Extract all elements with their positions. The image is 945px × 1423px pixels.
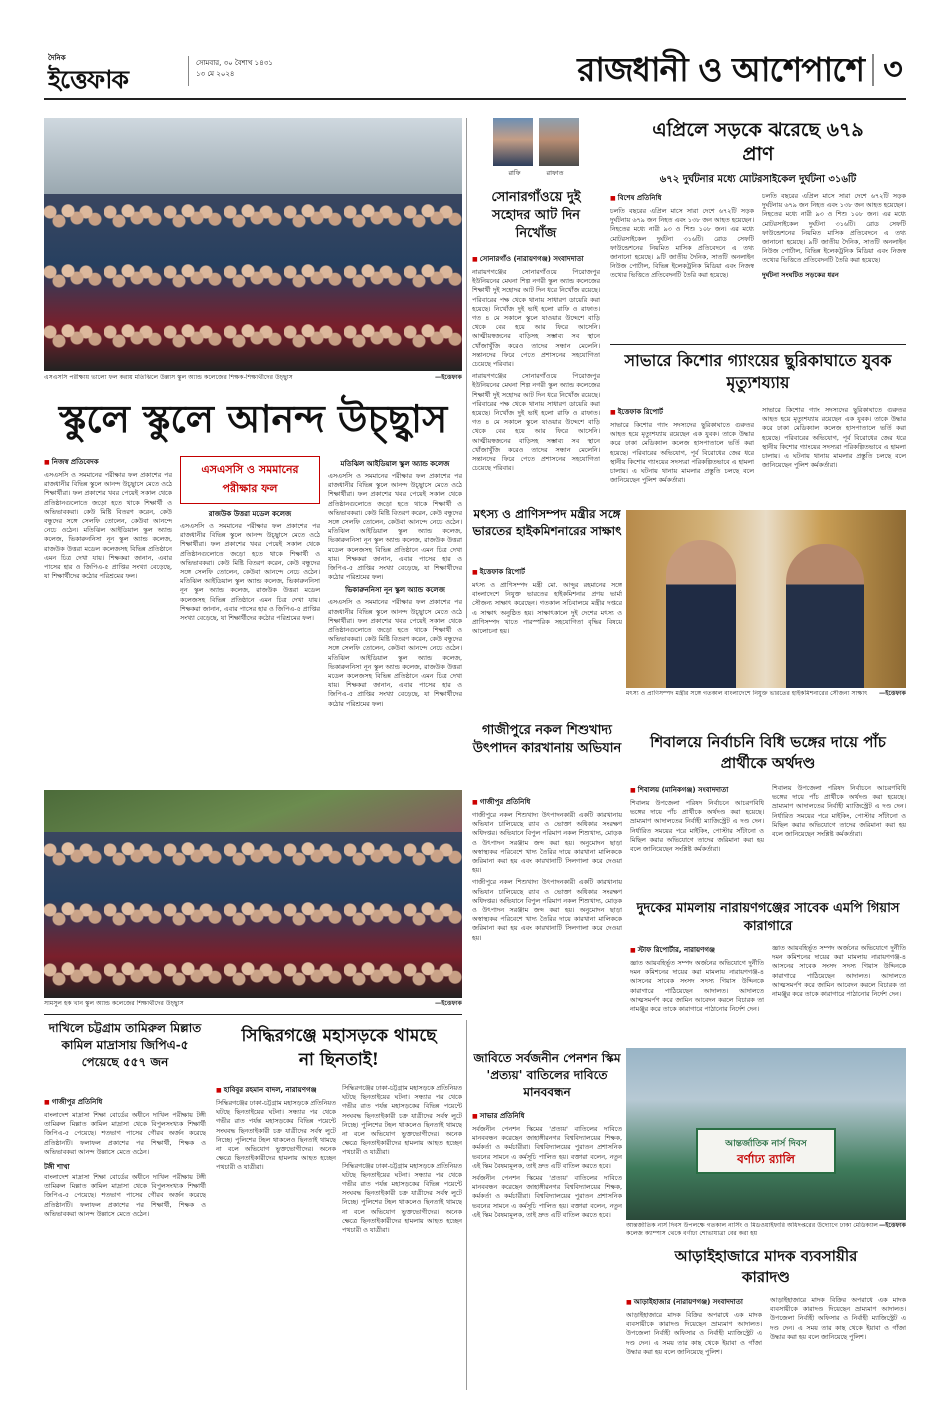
- siddhirganj-byline: ■ হাবিবুর রহমান বাদল, নারায়ণগঞ্জ: [216, 1084, 336, 1096]
- gazipur-headline: গাজীপুরে নকল শিশুখাদ্য উৎপাদন কারখানায় অভিযান: [472, 723, 622, 756]
- accidents-sub: দুর্ঘটনা সংঘটিত সড়কের ধরন: [762, 270, 839, 279]
- nurse-day-banner-text: আন্তর্জাতিক নার্স দিবস: [725, 1139, 807, 1149]
- lead-photo-caption-text: এসএসসি পরীক্ষায় ভালো ফল করায় মতিঝিলে উল্লাস স্কুল অ্যান্ড কলেজের শিক্ষক-শিক্ষার্থীদের উচ্ছ্বাস: [44, 374, 293, 381]
- lead-sub-3: ভিকারুননিসা নূন স্কুল অ্যান্ড কলেজ: [345, 586, 445, 595]
- shibalay-byline: ■ শিবালয় (মানিকগঞ্জ) সংবাদদাতা: [630, 784, 764, 796]
- accidents-headline: এপ্রিলে সড়কে ঝরেছে ৬৭৯ প্রাণ: [652, 119, 864, 165]
- siddhirganj-col-2: [342, 1084, 462, 1380]
- lead-photo-2: [44, 790, 462, 998]
- savar-body-2: সাভারে কিশোর গ্যাং সদস্যদের ছুরিকাঘাতে গুরুতর আহত হয়ে মৃত্যুশয্যায় রয়েছেন এক যুবক। তাকে উদ্ধার করে ঢাকা মেডিক্যাল কলেজ হাসপাতালে ভর্তি করা হয়েছে। পরিবারের অভিযোগ, পূর্ব বিরোধের জের ধরে স্থানীয় কিশোর গ্যাংয়ের সদস্যরা পরিকল্পিতভাবে এ হামলা চালায়। এ ঘটনায় থানায় মামলার প্রস্তুতি চলছে বলে জানিয়েছেন পুলিশ কর্মকর্তারা।: [762, 406, 906, 470]
- col-divider-1: [466, 118, 467, 618]
- ssc-box-title: এসএসসি ও সমমানের পরীক্ষার ফল: [201, 463, 299, 495]
- siblings-headline: সোনারগাঁওয়ে দুই সহোদর আট দিন নিখোঁজ: [491, 190, 581, 241]
- issue-date-bn: সোমবার, ৩০ বৈশাখ ১৪৩১: [196, 59, 273, 67]
- page-number: ৩: [883, 52, 903, 87]
- nurse-day-photo-caption-text: আন্তর্জাতিক নার্স দিবস উপলক্ষে গতকাল নার্সিং ও মিডওয়াইফারি অধিদপ্তরের উদ্যোগে ঢাকা মেডিক্যাল কলেজ ক্যাম্পাস থেকে বর্ণাঢ্য শোভাযাত্রা বের করা হয়: [626, 1222, 879, 1237]
- issue-date-en: ১৩ মে ২০২৪: [196, 70, 235, 78]
- siddhirganj-body-3: সিদ্ধিরগঞ্জের ঢাকা-চট্টগ্রাম মহাসড়কে প্রতিনিয়ত ঘটছে ছিনতাইয়ের ঘটনা। সন্ধ্যার পর থেকে গভীর রাত পর্যন্ত মহাসড়কের বিভিন্ন পয়েন্টে সংঘবদ্ধ ছিনতাইকারী চক্র যাত্রীদের সর্বস্ব লুটে নিচ্ছে। পুলিশের টহল থাকলেও ছিনতাই থামছে না বলে অভিযোগ ভুক্তভোগীদের। অনেক ক্ষেত্রে ছিনতাইকারীদের হামলায় আহত হচ্ছেন পথচারী ও যাত্রীরা।: [342, 1161, 462, 1235]
- newspaper-logo: [46, 50, 178, 94]
- savar-byline: ■ ইত্তেফাক রিপোর্ট: [610, 406, 754, 418]
- madrasa-sub: টঙ্গী শাখা: [44, 1163, 70, 1172]
- madrasa-story: [44, 1020, 206, 1380]
- lead-photo-2-caption: [44, 1000, 462, 1010]
- gazipur-body: গাজীপুরে নকল শিশুখাদ্য উৎপাদনকারী একটি কারখানায় অভিযান চালিয়েছে র‌্যাব ও ভোক্তা অধিকার সংরক্ষণ অধিদপ্তর। অভিযানে বিপুল পরিমাণ নকল শিশুখাদ্য, মোড়ক ও উৎপাদন সরঞ্জাম জব্দ করা হয়। অনুমোদন ছাড়া অস্বাস্থ্যকর পরিবেশে খাদ্য তৈরির দায়ে কারখানা মালিককে জরিমানা করা হয় এবং কারখানাটি সিলগালা করে দেওয়া হয়।: [472, 811, 622, 875]
- accidents-rule: [610, 344, 906, 345]
- accidents-body-2: চলতি বছরের এপ্রিল মাসে সারা দেশে ৬৭২টি সড়ক দুর্ঘটনায় ৬৭৯ জন নিহত এবং ১৩৮ জন আহত হয়েছেন। নিহতের মধ্যে নারী ৯৩ ও শিশু ১০৮ জন। এর মধ্যে মোটরসাইকেল দুর্ঘটনা ৩১৬টি। রোড সেফটি ফাউন্ডেশনের নিয়মিত মাসিক প্রতিবেদনে এ তথ্য জানানো হয়েছে। ৯টি জাতীয় দৈনিক, সাতটি অনলাইন নিউজ পোর্টাল, বিভিন্ন ইলেকট্রনিক মিডিয়া এবং নিজস্ব তথ্যের ভিত্তিতে প্রতিবেদনটি তৈরি করা হয়েছে।: [762, 192, 906, 265]
- siddhirganj-col-1: [216, 1084, 336, 1380]
- lead-sub-1: রাজউক উত্তরা মডেল কলেজ: [208, 510, 292, 518]
- fisheries-story: [472, 506, 622, 716]
- pension-byline: ■ সাভার প্রতিনিধি: [472, 1110, 622, 1122]
- savar-headline: সাভারে কিশোর গ্যাংয়ের ছুরিকাঘাতে যুবক মৃত্যুশয্যায়: [624, 351, 892, 392]
- masthead-divider: [188, 56, 189, 86]
- pension-body-2: সর্বজনীন পেনশন স্কিমের 'প্রত্যয়' বাতিলের দাবিতে মানববন্ধন করেছেন জাহাঙ্গীরনগর বিশ্ববিদ্যালয়ের শিক্ষক, কর্মকর্তা ও কর্মচারীরা। বিশ্ববিদ্যালয়ের পুরাতন প্রশাসনিক ভবনের সামনে এ কর্মসূচি পালিত হয়। বক্তারা বলেন, নতুন এই স্কিম বৈষম্যমূলক, তাই দ্রুত এটি বাতিল করতে হবে।: [472, 1174, 622, 1219]
- accidents-subhead: ৬৭২ দুর্ঘটনার মধ্যে মোটরসাইকেল দুর্ঘটনা ৩১৬টি: [659, 174, 857, 185]
- siddhirganj-body-1: সিদ্ধিরগঞ্জের ঢাকা-চট্টগ্রাম মহাসড়কে প্রতিনিয়ত ঘটছে ছিনতাইয়ের ঘটনা। সন্ধ্যার পর থেকে গভীর রাত পর্যন্ত মহাসড়কের বিভিন্ন পয়েন্টে সংঘবদ্ধ ছিনতাইকারী চক্র যাত্রীদের সর্বস্ব লুটে নিচ্ছে। পুলিশের টহল থাকলেও ছিনতাই থামছে না বলে অভিযোগ ভুক্তভোগীদের। অনেক ক্ষেত্রে ছিনতাইকারীদের হামলায় আহত হচ্ছেন পথচারী ও যাত্রীরা।: [216, 1099, 336, 1172]
- lead-article: [44, 456, 462, 781]
- shibalay-body-2: শিবালয় উপজেলা পরিষদ নির্বাচনে আচরণবিধি ভঙ্গের দায়ে পাঁচ প্রার্থীকে অর্থদণ্ড করা হয়েছে। ভ্রাম্যমাণ আদালতের নির্বাহী ম্যাজিস্ট্রেট এ দণ্ড দেন। নির্ধারিত সময়ের পরে মাইকিং, পোস্টার সাঁটানো ও মিছিল করার অভিযোগে তাদের জরিমানা করা হয় বলে জানিয়েছেন সংশ্লিষ্ট কর্মকর্তারা।: [772, 784, 906, 839]
- lead-byline: ■ নিজস্ব প্রতিবেদক: [44, 456, 172, 468]
- nurse-day-photo-credit: —ইত্তেফাক: [879, 1222, 906, 1229]
- gazipur-story: [472, 722, 622, 1042]
- nurse-day-photo: [626, 1048, 906, 1220]
- logo-text: ইত্তেফাক: [48, 65, 128, 94]
- lead-body-1: এসএসসি ও সমমানের পরীক্ষার ফল প্রকাশের পর রাজধানীর বিভিন্ন স্কুলে আনন্দ উচ্ছ্বাসে মেতে ওঠে শিক্ষার্থীরা। ফল প্রকাশের খবর পেয়েই সকাল থেকে প্রতিষ্ঠানগুলোতে জড়ো হতে থাকে শিক্ষার্থী ও অভিভাবকরা। কেউ মিষ্টি বিতরণ করেন, কেউ বন্ধুদের সঙ্গে সেলফি তোলেন, কেউবা আনন্দে নেচে ওঠেন। মতিঝিল আইডিয়াল স্কুল অ্যান্ড কলেজ, ভিকারুননিসা নূন স্কুল অ্যান্ড কলেজ, রাজউক উত্তরা মডেল কলেজসহ বিভিন্ন প্রতিষ্ঠানে এমন চিত্র দেখা যায়। শিক্ষকরা জানান, এবার পাসের হার ও জিপিএ-৫ প্রাপ্তির সংখ্যা বেড়েছে, যা শিক্ষার্থীদের কঠোর পরিশ্রমের ফল।: [44, 471, 172, 581]
- siddhirganj-body-2: সিদ্ধিরগঞ্জের ঢাকা-চট্টগ্রাম মহাসড়কে প্রতিনিয়ত ঘটছে ছিনতাইয়ের ঘটনা। সন্ধ্যার পর থেকে গভীর রাত পর্যন্ত মহাসড়কের বিভিন্ন পয়েন্টে সংঘবদ্ধ ছিনতাইকারী চক্র যাত্রীদের সর্বস্ব লুটে নিচ্ছে। পুলিশের টহল থাকলেও ছিনতাই থামছে না বলে অভিযোগ ভুক্তভোগীদের। অনেক ক্ষেত্রে ছিনতাইকারীদের হামলায় আহত হচ্ছেন পথচারী ও যাত্রীরা।: [342, 1084, 462, 1157]
- araihazar-col-1: [626, 1296, 762, 1386]
- fisheries-photo: [626, 510, 906, 688]
- shibalay-story: [630, 732, 906, 892]
- gazipur-byline: ■ গাজীপুর প্রতিনিধি: [472, 796, 622, 808]
- lead-headline: স্কুলে স্কুলে আনন্দ উচ্ছ্বাস: [58, 396, 448, 441]
- accidents-body-1: চলতি বছরের এপ্রিল মাসে সারা দেশে ৬৭২টি সড়ক দুর্ঘটনায় ৬৭৯ জন নিহত এবং ১৩৮ জন আহত হয়েছেন। নিহতের মধ্যে নারী ৯৩ ও শিশু ১০৮ জন। এর মধ্যে মোটরসাইকেল দুর্ঘটনা ৩১৬টি। রোড সেফটি ফাউন্ডেশনের নিয়মিত মাসিক প্রতিবেদনে এ তথ্য জানানো হয়েছে। ৯টি জাতীয় দৈনিক, সাতটি অনলাইন নিউজ পোর্টাল, বিভিন্ন ইলেকট্রনিক মিডিয়া এবং নিজস্ব তথ্যের ভিত্তিতে প্রতিবেদনটি তৈরি করা হয়েছে।: [610, 207, 754, 280]
- madrasa-byline: ■ গাজীপুর প্রতিনিধি: [44, 1096, 206, 1108]
- nurse-day-banner-text-2: বর্ণাঢ্য র‌্যালি: [737, 1152, 795, 1166]
- araihazar-headline: আড়াইহাজারে মাদক ব্যবসায়ীর কারাদণ্ড: [674, 1247, 858, 1286]
- sibling-name-1: রাফি: [508, 169, 521, 177]
- section-title: রাজধানী ও আশেপাশে: [577, 50, 864, 89]
- fisheries-body: মৎস্য ও প্রাণিসম্পদ মন্ত্রী মো. আব্দুর রহমানের সঙ্গে বাংলাদেশে নিযুক্ত ভারতের হাইকমিশনার প্রণয় ভার্মা সৌজন্য সাক্ষাৎ করেছেন। গতকাল সচিবালয়ে মন্ত্রীর দপ্তরে এ সাক্ষাৎ অনুষ্ঠিত হয়। সাক্ষাৎকালে দুই দেশের মৎস্য ও প্রাণিসম্পদ খাতে পারস্পরিক সহযোগিতা বৃদ্ধির বিষয়ে আলোচনা হয়।: [472, 581, 622, 636]
- accidents-story: [610, 118, 906, 338]
- issue-date: [196, 58, 273, 80]
- sibling-names: [472, 168, 600, 179]
- masthead-rule: [44, 98, 906, 100]
- accidents-byline: ■ বিশেষ প্রতিনিধি: [610, 192, 754, 204]
- fisheries-photo-caption: [626, 690, 906, 700]
- fisheries-photo-caption-text: মৎস্য ও প্রাণিসম্পদ মন্ত্রীর সঙ্গে গতকাল বাংলাদেশে নিযুক্ত ভারতের হাইকমিশনারের সৌজন্য সাক্ষাৎ: [626, 690, 868, 697]
- lead-photo: [44, 118, 462, 371]
- nurse-day-banner: [696, 1128, 836, 1174]
- savar-body-1: সাভারে কিশোর গ্যাং সদস্যদের ছুরিকাঘাতে গুরুতর আহত হয়ে মৃত্যুশয্যায় রয়েছেন এক যুবক। তাকে উদ্ধার করে ঢাকা মেডিক্যাল কলেজ হাসপাতালে ভর্তি করা হয়েছে। পরিবারের অভিযোগ, পূর্ব বিরোধের জের ধরে স্থানীয় কিশোর গ্যাংয়ের সদস্যরা পরিকল্পিতভাবে এ হামলা চালায়। এ ঘটনায় থানায় মামলার প্রস্তুতি চলছে বলে জানিয়েছেন পুলিশ কর্মকর্তারা।: [610, 421, 754, 485]
- gias-story: [630, 900, 906, 1040]
- shibalay-col-1: [630, 784, 764, 892]
- madrasa-headline: দাখিলে চট্টগ্রাম তামিরুল মিল্লাত কামিল মাদ্রাসায় জিপিএ-৫ পেয়েছে ৫৫৭ জন: [48, 1021, 202, 1069]
- gias-col-1: [630, 944, 764, 1040]
- shibalay-body-1: শিবালয় উপজেলা পরিষদ নির্বাচনে আচরণবিধি ভঙ্গের দায়ে পাঁচ প্রার্থীকে অর্থদণ্ড করা হয়েছে। ভ্রাম্যমাণ আদালতের নির্বাহী ম্যাজিস্ট্রেট এ দণ্ড দেন। নির্ধারিত সময়ের পরে মাইকিং, পোস্টার সাঁটানো ও মিছিল করার অভিযোগে তাদের জরিমানা করা হয় বলে জানিয়েছেন সংশ্লিষ্ট কর্মকর্তারা।: [630, 799, 764, 854]
- fisheries-person-2: [786, 544, 864, 688]
- fisheries-photo-credit: —ইত্তেফাক: [879, 690, 906, 697]
- araihazar-body-2: আড়াইহাজারে মাদক বিক্রির অপরাধে এক মাদক ব্যবসায়ীকে কারাদণ্ড দিয়েছেন ভ্রাম্যমাণ আদালত। উপজেলা নির্বাহী অফিসার ও নির্বাহী ম্যাজিস্ট্রেট এ দণ্ড দেন। এ সময় তার কাছ থেকে ইয়াবা ও গাঁজা উদ্ধার করা হয় বলে জানিয়েছে পুলিশ।: [770, 1296, 906, 1341]
- madrasa-body: বাংলাদেশ মাদ্রাসা শিক্ষা বোর্ডের অধীনে দাখিল পরীক্ষায় টঙ্গী তামিরুল মিল্লাত কামিল মাদ্রাসা থেকে বিপুলসংখ্যক শিক্ষার্থী জিপিএ-৫ পেয়েছে। শতভাগ পাসের গৌরব অর্জন করেছে প্রতিষ্ঠানটি। ফলাফল প্রকাশের পর শিক্ষার্থী, শিক্ষক ও অভিভাবকরা আনন্দ উল্লাসে মেতে ওঠেন।: [44, 1111, 206, 1156]
- araihazar-story: [626, 1246, 906, 1386]
- gias-body-2: জ্ঞাত আয়বহির্ভূত সম্পদ অর্জনের অভিযোগে দুর্নীতি দমন কমিশনের দায়ের করা মামলায় নারায়ণগঞ্জ-৪ আসনের সাবেক সংসদ সদস্য গিয়াস উদ্দিনকে কারাগারে পাঠিয়েছেন আদালত। আদালতে আত্মসমর্পণ করে জামিন আবেদন করলে বিচারক তা নামঞ্জুর করে তাকে কারাগারে পাঠানোর নির্দেশ দেন।: [772, 944, 906, 999]
- left-bottom-rule: [44, 1014, 462, 1015]
- shibalay-col-2: [772, 784, 906, 892]
- pension-headline: জাবিতে সর্বজনীন পেনশন স্কিম 'প্রত্যয়' বাতিলের দাবিতে মানববন্ধন: [473, 1051, 621, 1099]
- siblings-body-2: নারায়ণগঞ্জের সোনারগাঁওয়ে পিরোজপুর ইউনিয়নের মেঘনা শিল্প নগরী স্কুল অ্যান্ড কলেজের শিক্ষার্থী দুই সহোদর আট দিন ধরে নিখোঁজ রয়েছে। পরিবারের পক্ষ থেকে থানায় সাধারণ ডায়েরি করা হয়েছে। নিখোঁজ দুই ভাই হলো রাফি ও রাফাত। গত ৪ মে সকালে স্কুলে যাওয়ার উদ্দেশে বাড়ি থেকে বের হয়ে আর ফিরে আসেনি। আত্মীয়স্বজনের বাড়িসহ সম্ভাব্য সব স্থানে খোঁজাখুঁজি করেও তাদের সন্ধান মেলেনি। সন্তানদের ফিরে পেতে প্রশাসনের সহযোগিতা চেয়েছে পরিবার।: [472, 372, 600, 473]
- accidents-col-2: [762, 192, 906, 338]
- fisheries-byline: ■ ইত্তেফাক রিপোর্ট: [472, 566, 622, 578]
- araihazar-col-2: [770, 1296, 906, 1386]
- masthead: [44, 46, 906, 98]
- pension-body: সর্বজনীন পেনশন স্কিমের 'প্রত্যয়' বাতিলের দাবিতে মানববন্ধন করেছেন জাহাঙ্গীরনগর বিশ্ববিদ্যালয়ের শিক্ষক, কর্মকর্তা ও কর্মচারীরা। বিশ্ববিদ্যালয়ের পুরাতন প্রশাসনিক ভবনের সামনে এ কর্মসূচি পালিত হয়। বক্তারা বলেন, নতুন এই স্কিম বৈষম্যমূলক, তাই দ্রুত এটি বাতিল করতে হবে।: [472, 1125, 622, 1170]
- lead-col-2: [180, 456, 320, 781]
- ssc-box: [180, 456, 320, 504]
- gias-byline: ■ স্টাফ রিপোর্টার, নারায়ণগঞ্জ: [630, 944, 764, 956]
- siblings-byline: ■ সোনারগাঁও (নারায়ণগঞ্জ) সংবাদদাতা: [472, 253, 600, 265]
- section-divider: [872, 54, 874, 86]
- lead-body-3: এসএসসি ও সমমানের পরীক্ষার ফল প্রকাশের পর রাজধানীর বিভিন্ন স্কুলে আনন্দ উচ্ছ্বাসে মেতে ওঠে শিক্ষার্থীরা। ফল প্রকাশের খবর পেয়েই সকাল থেকে প্রতিষ্ঠানগুলোতে জড়ো হতে থাকে শিক্ষার্থী ও অভিভাবকরা। কেউ মিষ্টি বিতরণ করেন, কেউ বন্ধুদের সঙ্গে সেলফি তোলেন, কেউবা আনন্দে নেচে ওঠেন। মতিঝিল আইডিয়াল স্কুল অ্যান্ড কলেজ, ভিকারুননিসা নূন স্কুল অ্যান্ড কলেজ, রাজউক উত্তরা মডেল কলেজসহ বিভিন্ন প্রতিষ্ঠানে এমন চিত্র দেখা যায়। শিক্ষকরা জানান, এবার পাসের হার ও জিপিএ-৫ প্রাপ্তির সংখ্যা বেড়েছে, যা শিক্ষার্থীদের কঠোর পরিশ্রমের ফল।: [328, 472, 462, 582]
- gias-body-1: জ্ঞাত আয়বহির্ভূত সম্পদ অর্জনের অভিযোগে দুর্নীতি দমন কমিশনের দায়ের করা মামলায় নারায়ণগঞ্জ-৪ আসনের সাবেক সংসদ সদস্য গিয়াস উদ্দিনকে কারাগারে পাঠিয়েছেন আদালত। আদালতে আত্মসমর্পণ করে জামিন আবেদন করলে বিচারক তা নামঞ্জুর করে তাকে কারাগারে পাঠানোর নির্দেশ দেন।: [630, 959, 764, 1014]
- lead-photo-2-caption-text: সামসুল হক খান স্কুল অ্যান্ড কলেজের শিক্ষার্থীদের উচ্ছ্বাস: [44, 1000, 184, 1007]
- siddhirganj-headline: সিদ্ধিরগঞ্জে মহাসড়কে থামছে না ছিনতাই!: [241, 1026, 437, 1070]
- madrasa-body-2: বাংলাদেশ মাদ্রাসা শিক্ষা বোর্ডের অধীনে দাখিল পরীক্ষায় টঙ্গী তামিরুল মিল্লাত কামিল মাদ্রাসা থেকে বিপুলসংখ্যক শিক্ষার্থী জিপিএ-৫ পেয়েছে। শতভাগ পাসের গৌরব অর্জন করেছে প্রতিষ্ঠানটি। ফলাফল প্রকাশের পর শিক্ষার্থী, শিক্ষক ও অভিভাবকরা আনন্দ উল্লাসে মেতে ওঠেন।: [44, 1173, 206, 1218]
- lead-photo-2-credit: —ইত্তেফাক: [435, 1000, 462, 1007]
- fisheries-headline: মৎস্য ও প্রাণিসম্পদ মন্ত্রীর সঙ্গে ভারতের হাইকমিশনারের সাক্ষাৎ: [472, 507, 622, 538]
- savar-col-1: [610, 406, 754, 500]
- siblings-body: নারায়ণগঞ্জের সোনারগাঁওয়ে পিরোজপুর ইউনিয়নের মেঘনা শিল্প নগরী স্কুল অ্যান্ড কলেজের শিক্ষার্থী দুই সহোদর আট দিন ধরে নিখোঁজ রয়েছে। পরিবারের পক্ষ থেকে থানায় সাধারণ ডায়েরি করা হয়েছে। নিখোঁজ দুই ভাই হলো রাফি ও রাফাত। গত ৪ মে সকালে স্কুলে যাওয়ার উদ্দেশে বাড়ি থেকে বের হয়ে আর ফিরে আসেনি। আত্মীয়স্বজনের বাড়িসহ সম্ভাব্য সব স্থানে খোঁজাখুঁজি করেও তাদের সন্ধান মেলেনি। সন্তানদের ফিরে পেতে প্রশাসনের সহযোগিতা চেয়েছে পরিবার।: [472, 268, 600, 369]
- siddhirganj-story: [216, 1020, 462, 1380]
- araihazar-byline: ■ আড়াইহাজার (নারায়ণগঞ্জ) সংবাদদাতা: [626, 1296, 762, 1308]
- lead-col-1: [44, 456, 172, 781]
- lead-col-3: [328, 456, 462, 781]
- sibling-photo-1: [493, 118, 533, 166]
- gias-col-2: [772, 944, 906, 1040]
- araihazar-body-1: আড়াইহাজারে মাদক বিক্রির অপরাধে এক মাদক ব্যবসায়ীকে কারাদণ্ড দিয়েছেন ভ্রাম্যমাণ আদালত। উপজেলা নির্বাহী অফিসার ও নির্বাহী ম্যাজিস্ট্রেট এ দণ্ড দেন। এ সময় তার কাছ থেকে ইয়াবা ও গাঁজা উদ্ধার করা হয় বলে জানিয়েছে পুলিশ।: [626, 1311, 762, 1356]
- lead-body-4: এসএসসি ও সমমানের পরীক্ষার ফল প্রকাশের পর রাজধানীর বিভিন্ন স্কুলে আনন্দ উচ্ছ্বাসে মেতে ওঠে শিক্ষার্থীরা। ফল প্রকাশের খবর পেয়েই সকাল থেকে প্রতিষ্ঠানগুলোতে জড়ো হতে থাকে শিক্ষার্থী ও অভিভাবকরা। কেউ মিষ্টি বিতরণ করেন, কেউ বন্ধুদের সঙ্গে সেলফি তোলেন, কেউবা আনন্দে নেচে ওঠেন। মতিঝিল আইডিয়াল স্কুল অ্যান্ড কলেজ, ভিকারুননিসা নূন স্কুল অ্যান্ড কলেজ, রাজউক উত্তরা মডেল কলেজসহ বিভিন্ন প্রতিষ্ঠানে এমন চিত্র দেখা যায়। শিক্ষকরা জানান, এবার পাসের হার ও জিপিএ-৫ প্রাপ্তির সংখ্যা বেড়েছে, যা শিক্ষার্থীদের কঠোর পরিশ্রমের ফল।: [328, 598, 462, 708]
- accidents-col-1: [610, 192, 754, 338]
- sibling-photo-2: [539, 118, 579, 166]
- gazipur-body-2: গাজীপুরে নকল শিশুখাদ্য উৎপাদনকারী একটি কারখানায় অভিযান চালিয়েছে র‌্যাব ও ভোক্তা অধিকার সংরক্ষণ অধিদপ্তর। অভিযানে বিপুল পরিমাণ নকল শিশুখাদ্য, মোড়ক ও উৎপাদন সরঞ্জাম জব্দ করা হয়। অনুমোদন ছাড়া অস্বাস্থ্যকর পরিবেশে খাদ্য তৈরির দায়ে কারখানা মালিককে জরিমানা করা হয় এবং কারখানাটি সিলগালা করে দেওয়া হয়।: [472, 878, 622, 942]
- gias-headline: দুদকের মামলায় নারায়ণগঞ্জের সাবেক এমপি গিয়াস কারাগারে: [636, 901, 900, 934]
- lead-sub-2: মতিঝিল আইডিয়াল স্কুল অ্যান্ড কলেজ: [340, 460, 450, 468]
- nurse-day-photo-caption: [626, 1222, 906, 1240]
- fisheries-person-1: [666, 540, 736, 688]
- lead-photo-caption: [44, 374, 462, 384]
- shibalay-headline: শিবালয়ে নির্বাচনি বিধি ভঙ্গের দায়ে পাঁচ প্রার্থীকে অর্থদণ্ড: [650, 733, 886, 772]
- savar-story: [610, 350, 906, 500]
- sibling-name-2: রাফাত: [546, 169, 564, 177]
- col-divider-2: [466, 1020, 467, 1390]
- sibling-photos: [472, 118, 600, 174]
- savar-col-2: [762, 406, 906, 500]
- logo-small-text: দৈনিক: [48, 54, 66, 62]
- lead-body-2: এসএসসি ও সমমানের পরীক্ষার ফল প্রকাশের পর রাজধানীর বিভিন্ন স্কুলে আনন্দ উচ্ছ্বাসে মেতে ওঠে শিক্ষার্থীরা। ফল প্রকাশের খবর পেয়েই সকাল থেকে প্রতিষ্ঠানগুলোতে জড়ো হতে থাকে শিক্ষার্থী ও অভিভাবকরা। কেউ মিষ্টি বিতরণ করেন, কেউ বন্ধুদের সঙ্গে সেলফি তোলেন, কেউবা আনন্দে নেচে ওঠেন। মতিঝিল আইডিয়াল স্কুল অ্যান্ড কলেজ, ভিকারুননিসা নূন স্কুল অ্যান্ড কলেজ, রাজউক উত্তরা মডেল কলেজসহ বিভিন্ন প্রতিষ্ঠানে এমন চিত্র দেখা যায়। শিক্ষকরা জানান, এবার পাসের হার ও জিপিএ-৫ প্রাপ্তির সংখ্যা বেড়েছে, যা শিক্ষার্থীদের কঠোর পরিশ্রমের ফল।: [180, 522, 320, 623]
- lead-photo-credit: —ইত্তেফাক: [435, 374, 462, 381]
- pension-story: [472, 1050, 622, 1390]
